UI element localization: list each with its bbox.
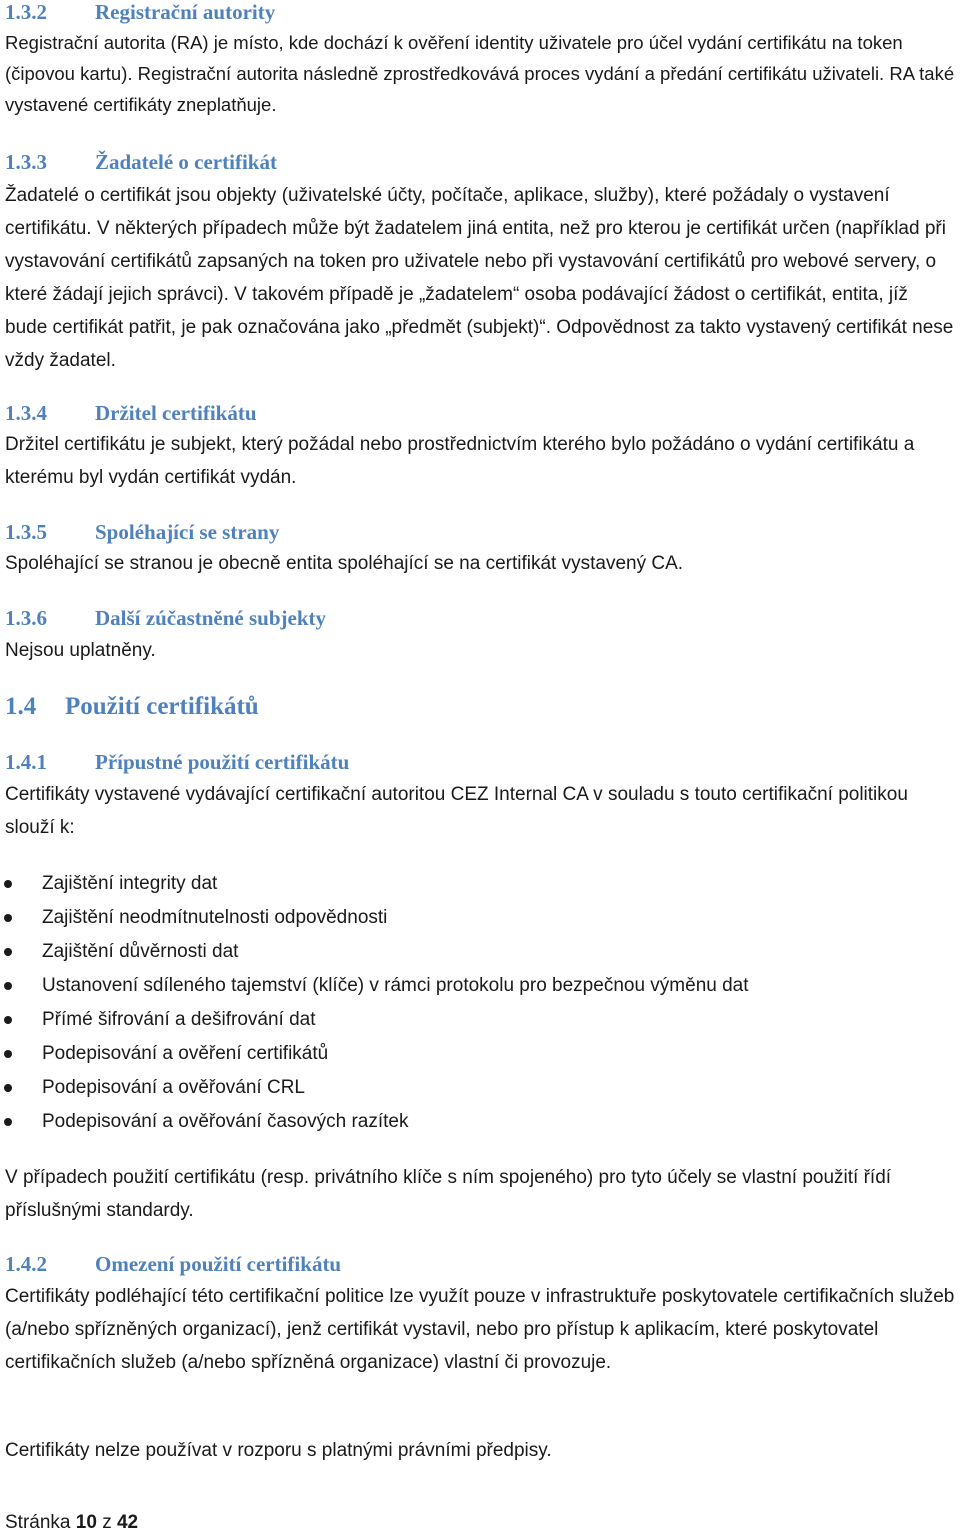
section-number: 1.4.2 [5, 1252, 47, 1276]
list-item [0, 935, 960, 969]
paragraph-standards: V případech použití certifikátu (resp. privátního klíče s ním spojeného) pro tyto účely se vlastní použití řídí příslušnými standardy. [5, 1167, 892, 1221]
list-item-text: Zajištění integrity dat [42, 873, 218, 894]
permitted-use-list [0, 867, 960, 1139]
bullet-icon [4, 948, 12, 956]
section-title: Spoléhající se strany [95, 520, 280, 544]
section-title: Žadatelé o certifikát [95, 150, 277, 174]
list-item-text: Zajištění neodmítnutelnosti odpovědnosti [42, 907, 388, 928]
section-heading-1-3-2 [5, 0, 955, 24]
list-item [0, 867, 960, 901]
bullet-icon [4, 1084, 12, 1092]
paragraph-usage-restrictions: Certifikáty podléhající této certifikační politice lze využít pouze v infrastruktuře poskytovatele certifikačních služeb (a/nebo spřízněných organizací), jenž certifikát vystavil, nebo pro přístup k aplikacím, které poskytovatel certifikačních služeb (a/nebo spřízněná organizace) vlastní či provozuje. [5, 1286, 955, 1373]
section-number: 1.3.4 [5, 401, 47, 425]
paragraph-legal-compliance: Certifikáty nelze používat v rozporu s platnými právními předpisy. [5, 1440, 552, 1461]
list-item-text: Ustanovení sdíleného tajemství (klíče) v rámci protokolu pro bezpečnou výměnu dat [42, 975, 749, 996]
paragraph-registration-authority: Registrační autorita (RA) je místo, kde dochází k ověření identity uživatele pro účel vydání certifikátu na token (čipovou kartu). Registrační autorita následně zprostředkovává proces vydání a předání certifikátu uživateli. RA také vystavené certifikáty zneplatňuje. [5, 32, 955, 115]
bullet-icon [4, 1118, 12, 1126]
section-title: Další zúčastněné subjekty [95, 606, 327, 630]
bullet-icon [4, 1050, 12, 1058]
section-title: Použití certifikátů [65, 693, 259, 720]
section-number: 1.3.2 [5, 0, 47, 24]
list-item-text: Podepisování a ověřování CRL [42, 1077, 305, 1098]
section-number: 1.3.6 [5, 606, 47, 630]
list-item-text: Podepisování a ověřování časových razítek [42, 1111, 409, 1132]
list-item [0, 1037, 960, 1071]
bullet-icon [4, 914, 12, 922]
footer-separator: z [102, 1512, 112, 1533]
section-title: Omezení použití certifikátu [95, 1252, 342, 1276]
section-number: 1.3.5 [5, 520, 47, 544]
section-title: Přípustné použití certifikátu [95, 750, 350, 774]
section-heading-1-3-6 [5, 606, 955, 630]
paragraph-relying-parties: Spoléhající se stranou je obecně entita spoléhající se na certifikát vystavený CA. [5, 553, 684, 574]
section-heading-1-3-4 [5, 401, 955, 425]
section-number: 1.4 [5, 693, 37, 720]
section-heading-1-3-3 [5, 150, 955, 174]
list-item [0, 969, 960, 1003]
section-heading-1-4-1 [5, 750, 955, 774]
paragraph-permitted-use: Certifikáty vystavené vydávající certifikační autoritou CEZ Internal CA v souladu s touto certifikační politikou slouží k: [5, 784, 908, 838]
section-heading-1-3-5 [5, 520, 955, 544]
list-item [0, 1071, 960, 1105]
bullet-icon [4, 1016, 12, 1024]
section-heading-1-4-2 [5, 1252, 955, 1276]
list-item [0, 1105, 960, 1139]
footer-page-number: 10 [75, 1512, 97, 1533]
paragraph-certificate-applicants: Žadatelé o certifikát jsou objekty (uživatelské účty, počítače, aplikace, služby), které požádaly o vystavení certifikátu. V některých případech může být žadatelem jiná entita, než pro kterou je certifikát určen (například při vystavování certifikátů zapsaných na token pro uživatele nebo při vystavování certifikátů pro webové servery, o které žádají jejich správci). V takovém případě je „žadatelem“ osoba podávající žádost o certifikát, entita, jíž bude certifikát patřit, je pak označována jako „předmět (subjekt)“. Odpovědnost za takto vystavený certifikát nese vždy žadatel. [5, 185, 954, 371]
section-number: 1.3.3 [5, 150, 47, 174]
list-item-text: Zajištění důvěrnosti dat [42, 941, 239, 962]
bullet-icon [4, 982, 12, 990]
footer-prefix: Stránka [5, 1512, 71, 1533]
section-number: 1.4.1 [5, 750, 47, 774]
section-heading-1-4 [5, 692, 955, 722]
paragraph-other-participants: Nejsou uplatněny. [5, 640, 156, 661]
bullet-icon [4, 880, 12, 888]
list-item [0, 1003, 960, 1037]
list-item-text: Přímé šifrování a dešifrování dat [42, 1009, 316, 1030]
paragraph-certificate-holder: Držitel certifikátu je subjekt, který požádal nebo prostřednictvím kterého bylo požádáno o vydání certifikátu a kterému byl vydán certifikát vydán. [5, 434, 915, 488]
section-title: Držitel certifikátu [95, 401, 257, 425]
page-footer [5, 1510, 138, 1536]
section-title: Registrační autority [95, 0, 276, 24]
list-item [0, 901, 960, 935]
footer-total-pages: 42 [116, 1512, 139, 1533]
list-item-text: Podepisování a ověření certifikátů [42, 1043, 329, 1064]
